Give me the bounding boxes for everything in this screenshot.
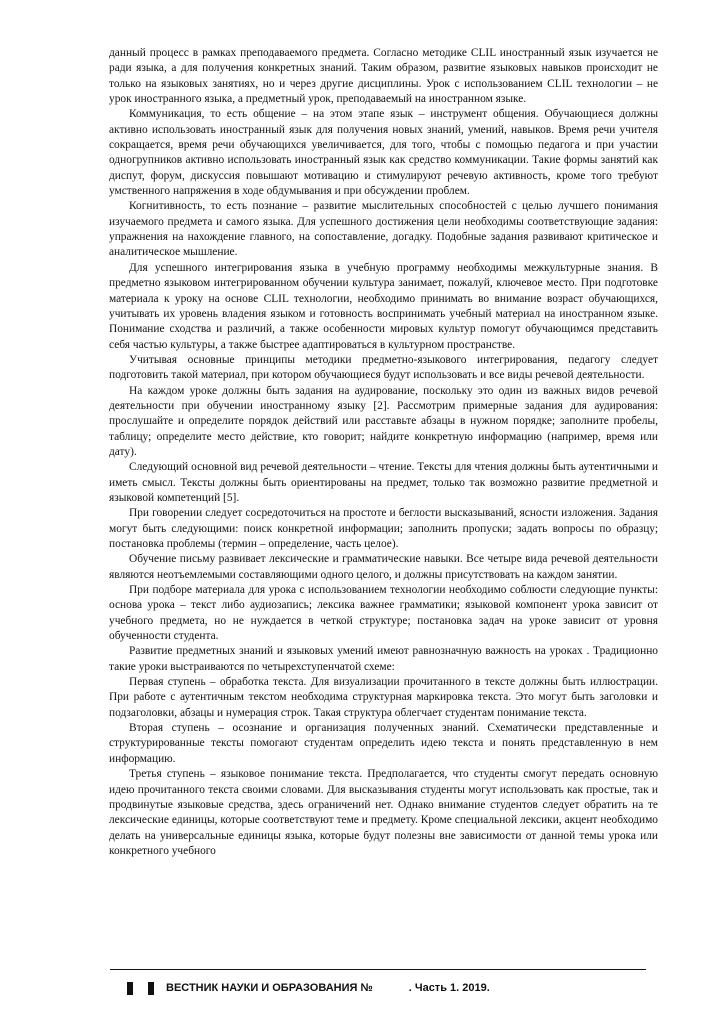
paragraph-principles: Учитывая основные принципы методики предметно-языкового интегрирования, педагогу следует подготовить такой материал, при котором обучающиеся будут использовать и все виды речевой деятельности.: [109, 353, 658, 382]
paragraph-stage-three: Третья ступень – языковое понимание текста. Предполагается, что студенты смогут передать основную идею прочитанного текста своими словами. Для высказывания студенты могут использовать как простые, так и продвинутые языковые средства, здесь ограничений нет. Однако внимание студентов следует обратить на те лексические единицы, которые соответствуют теме и предмету. Кроме специальной лексики, акцент необходимо делать на универсальные единицы языка, которые будут полезны вне зависимости от данной темы урока или конкретного учебного: [109, 768, 658, 857]
article-body: [109, 46, 658, 859]
journal-title: ВЕСТНИК НАУКИ И ОБРАЗОВАНИЯ №: [166, 982, 373, 994]
paragraph-reading: Следующий основной вид речевой деятельности – чтение. Тексты для чтения должны быть аутентичными и иметь смысл. Тексты должны быть ориентированы на предмет, только так возможно развитие предметной и языковой компетенций [5].: [109, 461, 658, 504]
paragraph-continued: данный процесс в рамках преподаваемого предмета. Согласно методике CLIL иностранный язык изучается не ради языка, а для получения конкретных знаний. Таким образом, развитие языковых навыков происходит не только на языковых занятиях, но и через другие дисциплины. Урок с использованием CLIL технологии – не урок иностранного языка, а предметный урок, преподаваемый на иностранном языке.: [109, 47, 658, 106]
paragraph-stage-one: Первая ступень – обработка текста. Для визуализации прочитанного в тексте должны быть иллюстрации. При работе с аутентичным текстом необходима структурная маркировка текста. Это могут быть заголовки и подзаголовки, абзацы и нумерация строк. Такая структура облегчает студентам понимание текста.: [109, 676, 658, 719]
footer-marker-square: [127, 982, 133, 995]
journal-issue-part: . Часть 1. 2019.: [408, 982, 490, 994]
footer-divider: [110, 969, 646, 970]
paragraph-cognition: Когнитивность, то есть познание – развитие мыслительных способностей с целью лучшего понимания изучаемого предмета и самого языка. Для успешного достижения цели необходимы соответствующие задания: упражнения на нахождение главного, на сопоставление, догадку. Подобные задания развивают критическое и аналитическое мышление.: [109, 200, 658, 259]
paragraph-culture: Для успешного интегрирования языка в учебную программу необходимы межкультурные знания. В предметно языковом интегрированном обучении культура занимает, пожалуй, ключевое место. При подготовке материала к уроку на основе CLIL технологии, необходимо принимать во внимание возраст обучающихся, учитывать их уровень владения языком и готовность воспринимать учебный материал на иностранном языке. Понимание сходства и различий, а также особенности мировых культур помогут обучающимся представить себя частью культуры, а также быстрее адаптироваться в культурном пространстве.: [109, 261, 658, 351]
paragraph-listening: На каждом уроке должны быть задания на аудирование, поскольку это один из важных видов речевой деятельности при обучении иностранному языку [2]. Рассмотрим примерные задания для аудирования: прослушайте и определите порядок действий или расставьте абзацы в нужном порядке; заполните пробелы, таблицу; определите место действие, кто говорит; найдите конкретную информацию (например, время или дату).: [109, 384, 658, 458]
paragraph-speaking: При говорении следует сосредоточиться на простоте и беглости высказываний, ясности изложения. Задания могут быть следующими: поиск конкретной информации; заполнить пропуски; задать вопросы по образцу; постановка проблемы (термин – определение, часть целое).: [109, 507, 658, 550]
paragraph-writing: Обучение письму развивает лексические и грамматические навыки. Все четыре вида речевой деятельности являются неотъемлемыми составляющими одного целого, и должны присутствовать на каждом занятии.: [109, 553, 658, 581]
footer-marker-square: [148, 982, 154, 995]
paragraph-stage-two: Вторая ступень – осознание и организация полученных знаний. Схематически представленные и структурированные тексты помогают студентам определить идею текста и понять представленную в нем информацию.: [109, 722, 658, 765]
paragraph-communication: Коммуникация, то есть общение – на этом этапе язык – инструмент общения. Обучающиеся должны активно использовать иностранный язык для получения новых знаний, умений, навыков. Время речи учителя сокращается, время речи обучающихся увеличивается, для того, чтобы с помощью педагога и при участии одногрупников активно использовать иностранный язык как средство коммуникации. Такие формы занятий как диспут, форум, дискуссия повышают мотивацию и стимулируют речевую активность, кроме того требуют умственного напряжения в ходе обдумывания и при обсуждении проблем.: [109, 108, 658, 198]
paragraph-material-selection: При подборе материала для урока с использованием технологии необходимо соблюсти следующие пункты: основа урока – текст либо аудиозапись; лексика важнее грамматики; языковой компонент урока зависит от учебного предмета, но не нуждается в четкой структуре; постановка задач на уроке зависит от уровня обученности студента.: [109, 584, 658, 643]
paragraph-four-stage-scheme: Развитие предметных знаний и языковых умений имеют равнозначную важность на уроках . Традиционно такие уроки выстраиваются по четырехступенчатой схеме:: [109, 645, 658, 673]
page-footer: [127, 980, 490, 996]
